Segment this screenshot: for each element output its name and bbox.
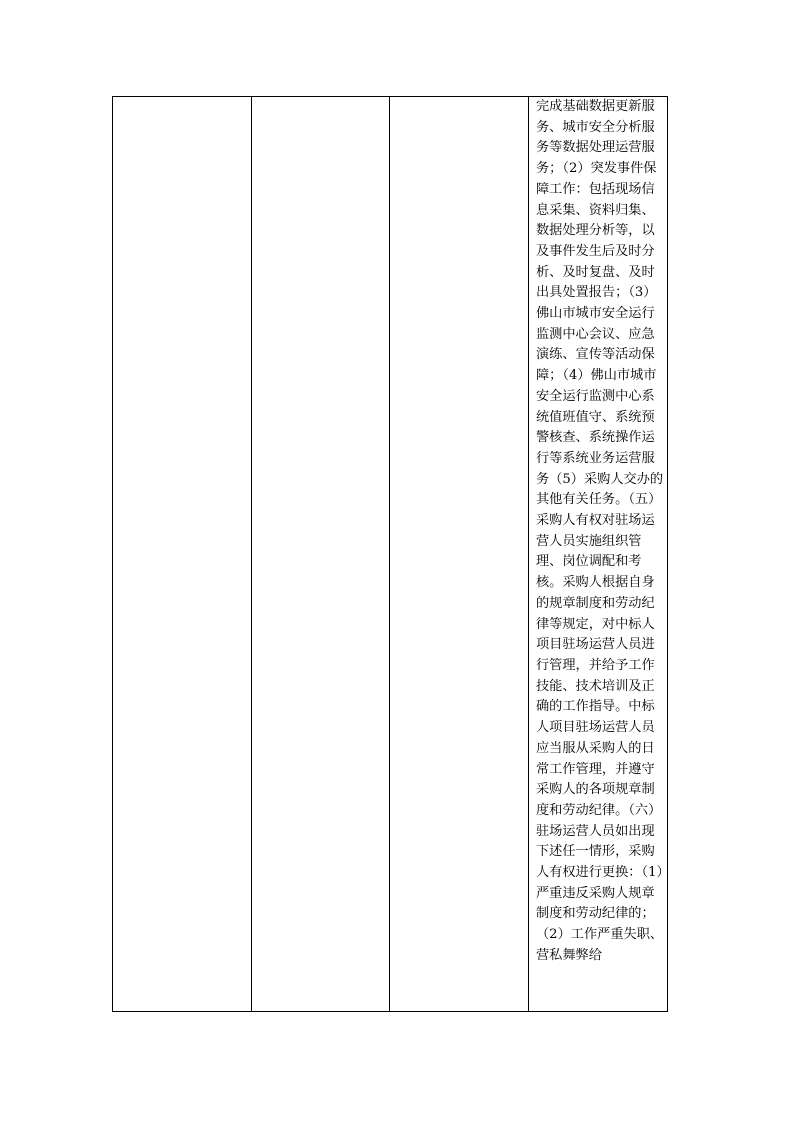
table-cell-3 <box>390 97 529 1012</box>
table-row <box>113 97 668 1012</box>
cell-4-text: 完成基础数据更新服务、城市安全分析服务等数据处理运营服务；（2）突发事件保障工作：包括现场信息采集、资料归集、数据处理分析等，以及事件发生后及时分析、及时复盘、及时出具处置报告；（3）佛山市城市安全运行监测中心会议、应急演练、宣传等活动保障；（4）佛山市城市安全运行监测中心系统值班值守、系统预警核查、系统操作运行等系统业务运营服务（5）采购人交办的其他有关任务。（五）采购人有权对驻场运营人员实施组织管理、岗位调配和考核。采购人根据自身的规章制度和劳动纪律等规定，对中标人项目驻场运营人员进行管理，并给予工作技能、技术培训及正确的工作指导。中标人项目驻场运营人员应当服从采购人的日常工作管理，并遵守采购人的各项规章制度和劳动纪律。（六）驻场运营人员如出现下述任一情形，采购人有权进行更换：（1）严重违反采购人规章制度和劳动纪律的；（2）工作严重失职、营私舞弊给 <box>536 99 664 963</box>
table-cell-1 <box>113 97 252 1012</box>
content-table <box>112 96 668 1012</box>
table-cell-4 <box>529 97 668 1012</box>
table-cell-2 <box>252 97 390 1012</box>
